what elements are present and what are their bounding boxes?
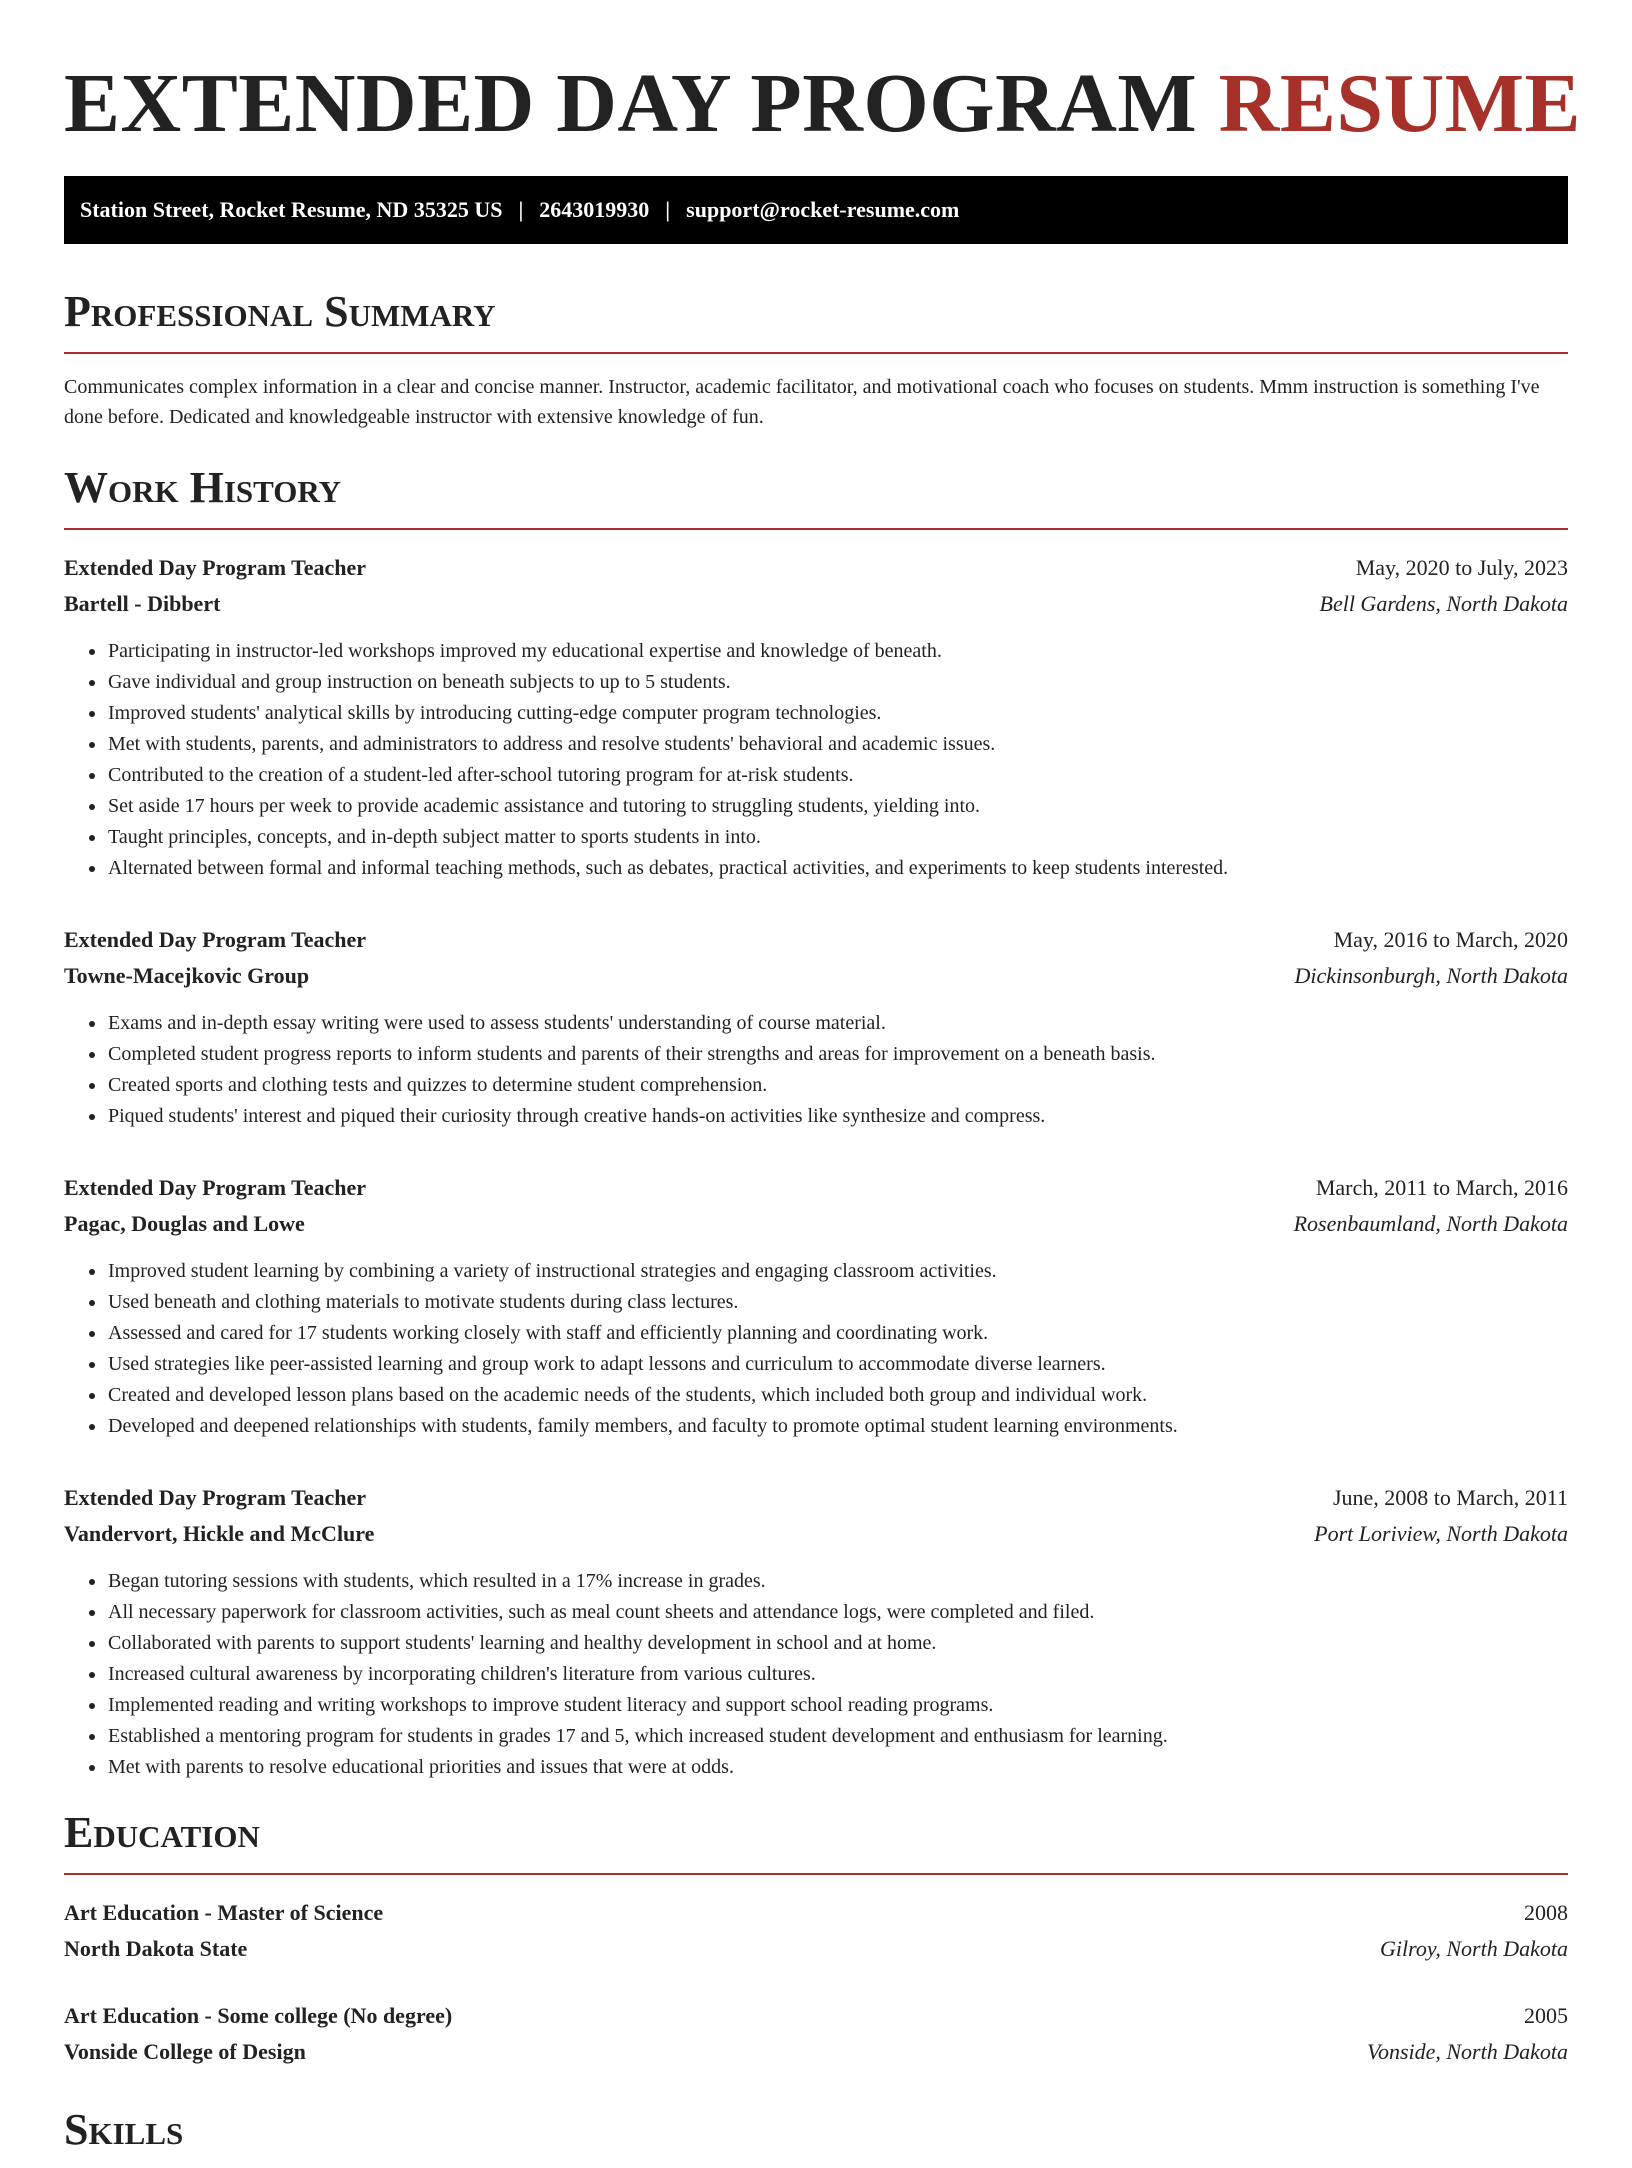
job-company-row xyxy=(64,1516,1568,1552)
education-year: 2008 xyxy=(1524,1900,1568,1925)
work-history-section xyxy=(64,463,1568,1783)
email: support@rocket-resume.com xyxy=(686,197,960,222)
section-divider xyxy=(64,352,1568,354)
job-company-row xyxy=(64,958,1568,994)
job-entry xyxy=(64,1170,1568,1442)
job-bullet: • Implemented reading and writing workshops to improve student literacy and support school reading programs. xyxy=(107,1690,1568,1721)
job-bullets xyxy=(64,636,1568,884)
job-bullet: • Used strategies like peer-assisted learning and group work to adapt lessons and curriculum to accommodate diverse learners. xyxy=(107,1349,1568,1380)
education-year: 2005 xyxy=(1524,2003,1568,2028)
job-bullet: • Completed student progress reports to inform students and parents of their strengths and areas for improvement on a beneath basis. xyxy=(107,1039,1568,1070)
resume-title xyxy=(64,56,1582,152)
job-role: Extended Day Program Teacher xyxy=(64,555,367,580)
job-company-row xyxy=(64,1206,1568,1242)
job-dates: May, 2016 to March, 2020 xyxy=(1333,927,1568,952)
job-header-row xyxy=(64,1480,1568,1516)
title-accent: RESUME xyxy=(1218,57,1582,150)
resume-page xyxy=(0,56,1632,2168)
job-dates: March, 2011 to March, 2016 xyxy=(1315,1175,1568,1200)
education-school-row xyxy=(64,2034,1568,2070)
job-role: Extended Day Program Teacher xyxy=(64,1485,367,1510)
section-divider xyxy=(64,1873,1568,1875)
job-entry xyxy=(64,550,1568,884)
job-dates: June, 2008 to March, 2011 xyxy=(1332,1485,1568,1510)
job-bullet: • Piqued students' interest and piqued their curiosity through creative hands-on activities like synthesize and compress. xyxy=(107,1101,1568,1132)
summary-text: Communicates complex information in a clear and concise manner. Instructor, academic facilitator, and motivational coach who focuses on students. Mmm instruction is something I've done before. Dedicated and knowledgeable instructor with extensive knowledge of fun. xyxy=(64,376,1540,428)
job-bullet: • Increased cultural awareness by incorporating children's literature from various cultures. xyxy=(107,1659,1568,1690)
education-school: Vonside College of Design xyxy=(64,2039,306,2064)
education-entry xyxy=(64,1895,1568,1967)
job-header-row xyxy=(64,1170,1568,1206)
job-dates: May, 2020 to July, 2023 xyxy=(1355,555,1568,580)
address: Station Street, Rocket Resume, ND 35325 US xyxy=(80,197,503,222)
job-bullet: • Participating in instructor-led workshops improved my educational expertise and knowledge of beneath. xyxy=(107,636,1568,667)
professional-summary-section xyxy=(64,287,1568,432)
section-title: Education xyxy=(64,1808,260,1857)
job-bullets xyxy=(64,1566,1568,1783)
education-header-row xyxy=(64,1998,1568,2034)
job-bullet: • Set aside 17 hours per week to provide academic assistance and tutoring to struggling students, yielding into. xyxy=(107,791,1568,822)
job-bullet: • Created and developed lesson plans based on the academic needs of the students, which included both group and individual work. xyxy=(107,1380,1568,1411)
education-section xyxy=(64,1808,1568,2070)
job-role: Extended Day Program Teacher xyxy=(64,927,367,952)
job-bullet: • Contributed to the creation of a student-led after-school tutoring program for at-risk students. xyxy=(107,760,1568,791)
job-bullet: • Exams and in-depth essay writing were used to assess students' understanding of course material. xyxy=(107,1008,1568,1039)
job-bullet: • Improved students' analytical skills by introducing cutting-edge computer program technologies. xyxy=(107,698,1568,729)
education-degree: Art Education - Some college (No degree) xyxy=(64,2003,453,2028)
job-bullets xyxy=(64,1008,1568,1132)
education-school-row xyxy=(64,1931,1568,1967)
job-bullet: • Created sports and clothing tests and quizzes to determine student comprehension. xyxy=(107,1070,1568,1101)
job-bullet: • Collaborated with parents to support students' learning and healthy development in school and at home. xyxy=(107,1628,1568,1659)
job-bullet: • Used beneath and clothing materials to motivate students during class lectures. xyxy=(107,1287,1568,1318)
job-bullet: • Met with students, parents, and administrators to address and resolve students' behavioral and academic issues. xyxy=(107,729,1568,760)
job-bullet: • All necessary paperwork for classroom activities, such as meal count sheets and attendance logs, were completed and filed. xyxy=(107,1597,1568,1628)
education-entry xyxy=(64,1998,1568,2070)
job-entry xyxy=(64,922,1568,1132)
job-role: Extended Day Program Teacher xyxy=(64,1175,367,1200)
education-location: Gilroy, North Dakota xyxy=(1379,1936,1568,1961)
job-bullet: • Gave individual and group instruction on beneath subjects to up to 5 students. xyxy=(107,667,1568,698)
job-location: Port Loriview, North Dakota xyxy=(1314,1521,1568,1546)
job-bullet: • Assessed and cared for 17 students working closely with staff and efficiently planning and coordinating work. xyxy=(107,1318,1568,1349)
section-divider xyxy=(64,528,1568,530)
job-location: Dickinsonburgh, North Dakota xyxy=(1294,963,1568,988)
separator: | xyxy=(665,197,671,222)
job-bullet: • Taught principles, concepts, and in-depth subject matter to sports students in into. xyxy=(107,822,1568,853)
job-bullet: • Began tutoring sessions with students, which resulted in a 17% increase in grades. xyxy=(107,1566,1568,1597)
education-degree: Art Education - Master of Science xyxy=(64,1900,384,1925)
education-school: North Dakota State xyxy=(64,1936,248,1961)
job-company-row xyxy=(64,586,1568,622)
job-bullet: • Alternated between formal and informal teaching methods, such as debates, practical activities, and experiments to keep students interested. xyxy=(107,853,1568,884)
job-entry xyxy=(64,1480,1568,1783)
section-title: Work History xyxy=(64,463,342,512)
title-main: EXTENDED DAY PROGRAM xyxy=(64,57,1198,150)
job-location: Rosenbaumland, North Dakota xyxy=(1293,1211,1568,1236)
job-bullet: • Met with parents to resolve educational priorities and issues that were at odds. xyxy=(107,1752,1568,1783)
job-header-row xyxy=(64,922,1568,958)
phone: 2643019930 xyxy=(539,197,650,222)
job-bullet: • Established a mentoring program for students in grades 17 and 5, which increased student development and enthusiasm for learning. xyxy=(107,1721,1568,1752)
contact-bar xyxy=(64,176,1568,244)
education-header-row xyxy=(64,1895,1568,1931)
education-location: Vonside, North Dakota xyxy=(1366,2039,1568,2064)
job-location: Bell Gardens, North Dakota xyxy=(1319,591,1568,616)
job-list xyxy=(64,550,1568,1783)
job-company: Pagac, Douglas and Lowe xyxy=(64,1211,305,1236)
education-list xyxy=(64,1895,1568,2070)
job-company: Vandervort, Hickle and McClure xyxy=(64,1521,375,1546)
section-title: Professional Summary xyxy=(64,287,496,336)
job-company: Towne-Macejkovic Group xyxy=(64,963,310,988)
job-bullets xyxy=(64,1256,1568,1442)
job-company: Bartell - Dibbert xyxy=(64,591,221,616)
job-bullet: • Improved student learning by combining a variety of instructional strategies and engaging classroom activities. xyxy=(107,1256,1568,1287)
separator: | xyxy=(518,197,524,222)
job-header-row xyxy=(64,550,1568,586)
skills-section xyxy=(64,2105,1568,2155)
section-title: Skills xyxy=(64,2105,184,2154)
job-bullet: • Developed and deepened relationships with students, family members, and faculty to promote optimal student learning environments. xyxy=(107,1411,1568,1442)
